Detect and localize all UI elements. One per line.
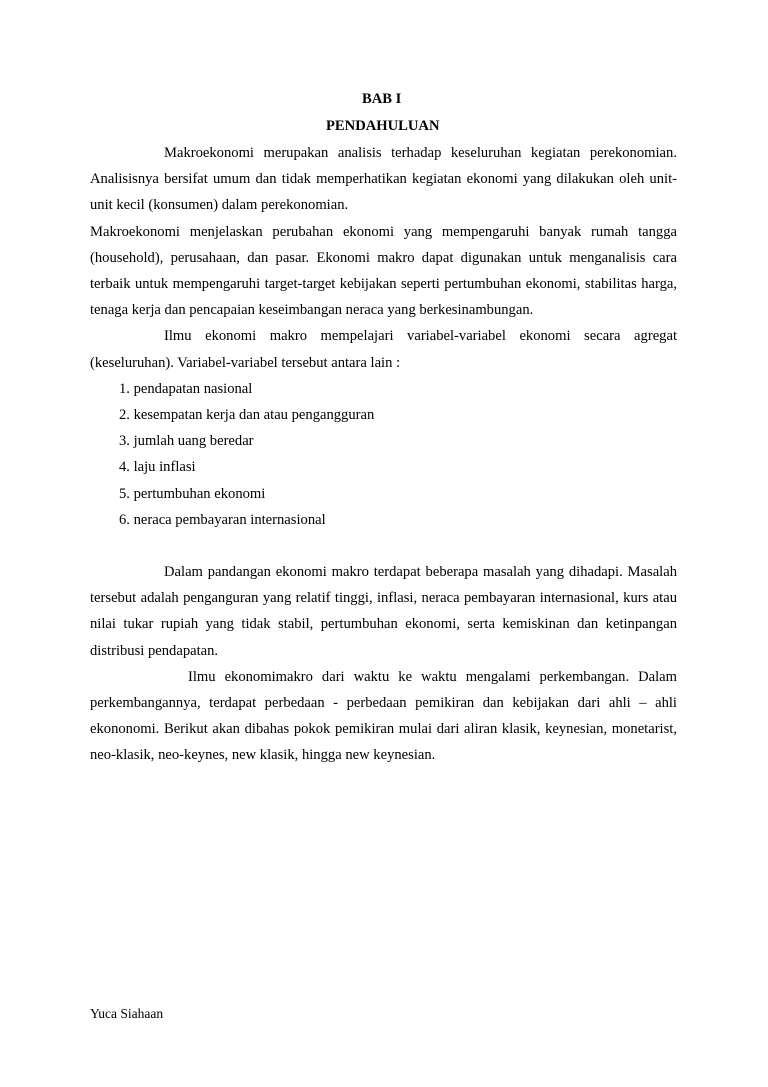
list-item: 2. kesempatan kerja dan atau pengangguran [119, 407, 375, 424]
footer-author: Yuca Siahaan [90, 1006, 164, 1021]
paragraph-problems: Dalam pandangan ekonomi makro terdapat beberapa masalah yang dihadapi. Masalah tersebut adalah penganguran yang relatif tinggi, inflasi, neraca pembayaran internasional, kurs atau nilai tukar rupiah yang tidak stabil, pertumbuhan ekonomi, serta kemiskinan dan ketinpangan distribusi pendapatan. [90, 564, 677, 659]
list-item: 1. pendapatan nasional [119, 380, 253, 397]
chapter-title: PENDAHULUAN [326, 118, 440, 134]
paragraph-definition: Makroekonomi merupakan analisis terhadap keseluruhan kegiatan perekonomian. Analisisnya bersifat umum dan tidak memperhatikan kegiatan ekonomi yang dilakukan oleh unit-unit kecil (konsumen) dalam perekonomian. [90, 145, 677, 214]
list-item: 4. laju inflasi [119, 459, 196, 476]
list-item: 3. jumlah uang beredar [119, 433, 254, 450]
paragraph-variables-intro: Ilmu ekonomi makro mempelajari variabel-variabel ekonomi secara agregat (keseluruhan). Variabel-variabel tersebut antara lain : [90, 328, 677, 371]
list-item: 5. pertumbuhan ekonomi [119, 485, 266, 502]
paragraph-development: Ilmu ekonomimakro dari waktu ke waktu mengalami perkembangan. Dalam perkembangannya, terdapat perbedaan - perbedaan pemikiran dan kebijakan dari ahli – ahli ekononomi. Berikut akan dibahas pokok pemikiran mulai dari aliran klasik, keynesian, monetarist, neo-klasik, neo-keynes, new klasik, hingga new keynesian. [90, 668, 677, 764]
body-text [90, 140, 677, 769]
variables-list [90, 376, 677, 533]
list-item: 6. neraca pembayaran internasional [119, 511, 326, 528]
chapter-number: BAB I [362, 91, 402, 107]
blank-line [90, 533, 677, 559]
paragraph-explanation: Makroekonomi menjelaskan perubahan ekonomi yang mempengaruhi banyak rumah tangga (household), perusahaan, dan pasar. Ekonomi makro dapat digunakan untuk menganalisis cara terbaik untuk mempengaruhi target-target kebijakan seperti pertumbuhan ekonomi, stabilitas harga, tenaga kerja dan pencapaian keseimbangan neraca yang berkesinambungan. [90, 223, 677, 319]
